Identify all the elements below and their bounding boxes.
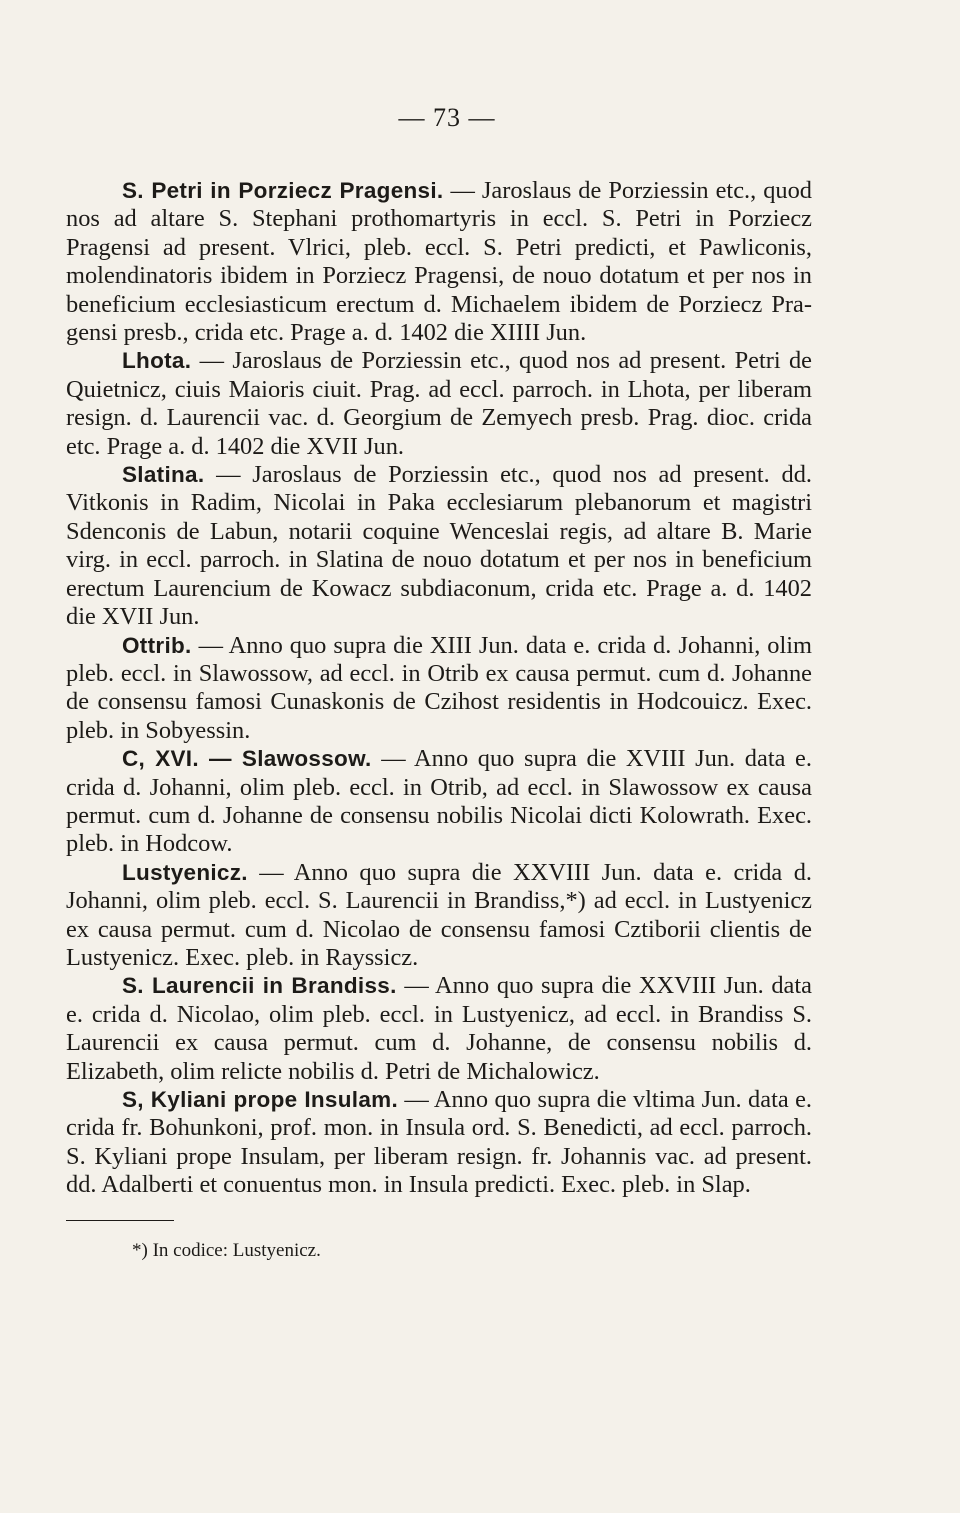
entry-lhota [66, 347, 812, 461]
entry-heading: S, Kyliani prope Insulam. [122, 1087, 398, 1112]
page-number: — 73 — [398, 103, 496, 132]
entry-heading: Lustyenicz. [122, 859, 248, 885]
entry-text: — Jaroslaus de Porziessin etc., quod nos ad present. Petri de Quietnicz, ciuis Maioris ciuit. Prag. ad eccl. parroch. in Lhota, per liberam resign. d. Laurencii vac. d. Georgium de Zemyech presb. Prag. dioc. crida etc. Prage a. d. 1402 die XVII Jun. [66, 347, 812, 460]
entry-s-petri [66, 177, 812, 347]
entry-heading: Slatina. [122, 462, 205, 488]
footnote-rule [66, 1220, 174, 1221]
entry-lustyenicz [66, 859, 812, 973]
entry-text: — Anno quo supra die XIII Jun. data e. crida d. Johanni, olim pleb. eccl. in Slawossow, ad eccl. in Otrib ex causa permut. cum d. Johanne de consensu famosi Cunaskonis de Czihost residentis in Hodcouicz. Exec. pleb. in Sobyessin. [66, 631, 812, 744]
entry-text: — Anno quo supra die XXVIII Jun. data e. crida d. Johanni, olim pleb. eccl. S. Laurencii in Brandiss,*) ad eccl. in Lustyenicz ex causa permut. cum d. Nicolao de consensu famosi Cztiborii clientis de Lustyenicz. Exec. pleb. in Rayssicz. [66, 858, 812, 971]
entry-heading: S. Laurencii in Brandiss. [122, 973, 397, 999]
entry-s-laurencii [66, 972, 812, 1086]
entry-ottrib [66, 632, 812, 746]
entry-heading: Ottrib. [122, 632, 192, 658]
entry-text: — Jaroslaus de Porziessin etc., quod nos ad altare S. Stephani prothomartyris in eccl. S. Petri in Porziecz Pragensi ad present. Vlrici, pleb. eccl. S. Petri predicti, et Pawliconis, molendinatoris ibidem in Porziecz Pragensi, de nouo dotatum et per nos in beneficium ecclesiasticum erectum d. Michaelem ibidem de Porziecz Pragensi presb., crida etc. Prage a. d. 1402 die XIIII Jun. [66, 177, 813, 347]
entry-slatina [66, 461, 812, 631]
entry-text: — Anno quo supra die XVIII Jun. data e. crida d. Johanni, olim pleb. eccl. in Otrib, ad eccl. in Slawossow ex causa permut. cum d. Johanne de consensu nobilis Nicolai dicti Kolowrath. Exec. pleb. in Hodcow. [66, 745, 812, 858]
entry-slawossow [66, 745, 812, 859]
footnote: *) In codice: Lustyenicz. [132, 1239, 321, 1261]
entry-heading: S. Petri in Porziecz Pragensi. [122, 178, 444, 203]
entry-text: — Jaroslaus de Porziessin etc., quod nos ad present. dd. Vitkonis in Radim, Nicolai in Paka ecclesiarum plebanorum et magistri Sdenconis de Labun, notarii coquine Wenceslai regis, ad altare B. Marie virg. in eccl. parroch. in Slatina de nouo dotatum et per nos in beneficium erectum Laurencium de Kowacz subdiaconum, crida etc. Prage a. d. 1402 die XVII Jun. [66, 461, 812, 631]
entry-s-kyliani [66, 1086, 812, 1200]
entry-heading: Lhota. [122, 348, 192, 374]
entry-text: — Anno quo supra die vltima Jun. data e. crida fr. Bohunkoni, prof. mon. in Insula ord. S. Benedicti, ad eccl. parroch. S. Kyliani prope Insulam, per liberam resign. fr. Johannis vac. ad present. dd. Adalberti et conuentus mon. in Insula predicti. Exec. pleb. in Slap. [66, 1086, 813, 1199]
entry-text: — Anno quo supra die XXVIII Jun. data e. crida d. Nicolao, olim pleb. eccl. in Lustyenicz, ad eccl. in Brandiss S. Laurencii ex causa permut. cum d. Johanne, de consensu nobilis d. Elizabeth, olim relicte nobilis d. Petri de Michalowicz. [66, 972, 812, 1085]
entry-heading: C, XVI. — Slawossow. [122, 746, 372, 772]
entries [66, 177, 812, 1200]
